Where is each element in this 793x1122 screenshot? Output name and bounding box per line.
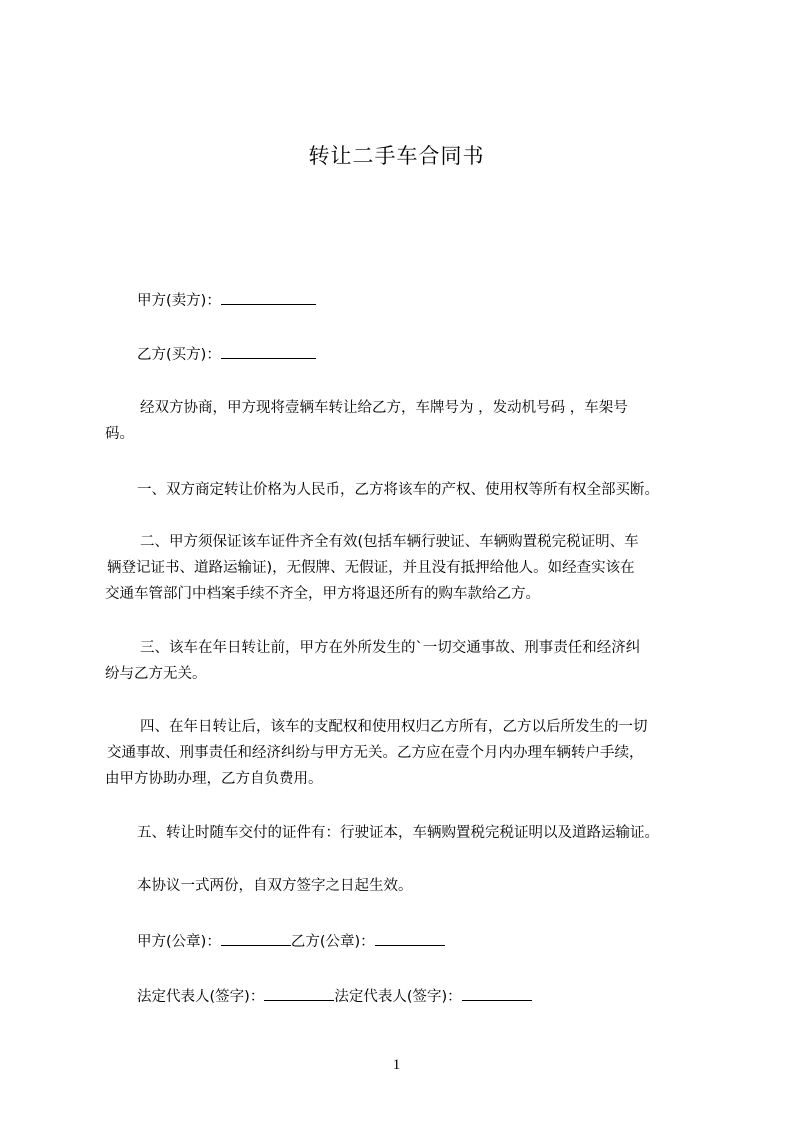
party-b-label: 乙方(买方)：: [137, 347, 221, 363]
party-a-label: 甲方(卖方)：: [137, 293, 221, 309]
party-a-signature-label: 法定代表人(签字)：: [137, 989, 265, 1005]
seal-line: [137, 931, 445, 952]
party-b-seal-label: 乙方(公章)：: [290, 934, 375, 950]
party-a-signature-blank[interactable]: [264, 986, 334, 1001]
clause-2-line-3: 交通车管部门中档案手续不齐全，甲方将退还所有的购车款给乙方。: [105, 586, 540, 602]
effective-clause: 本协议一式两份，自双方签字之日起生效。: [137, 878, 413, 894]
party-b-signature-label: 法定代表人(签字)：: [334, 989, 462, 1005]
party-a-seal-blank[interactable]: [221, 931, 291, 946]
page-number: 1: [392, 1057, 401, 1073]
intro-line-1: 经双方协商，甲方现将壹辆车转让给乙方，车牌号为 ，发动机号码 ，车架号: [140, 400, 628, 416]
party-b-blank[interactable]: [221, 344, 316, 359]
clause-1-line-1: 一、双方商定转让价格为人民币，乙方将该车的产权、使用权等所有权全部买断。: [137, 482, 659, 498]
clause-4-line-3: 由甲方协助办理，乙方自负费用。: [105, 771, 323, 787]
clause-4-line-2: 交通事故、刑事责任和经济纠纷与甲方无关。乙方应在壹个月内办理车辆转户手续，: [107, 745, 644, 761]
clause-3-line-1: 三、该车在年日转让前，甲方在外所发生的`一切交通事故、刑事责任和经济纠: [140, 640, 641, 656]
party-b-signature-blank[interactable]: [462, 986, 532, 1001]
document-title: 转让二手车合同书: [308, 144, 485, 168]
party-a-line: [137, 290, 316, 311]
clause-3-line-2: 纷与乙方无关。: [105, 666, 207, 682]
signature-line: [137, 986, 532, 1007]
party-b-seal-blank[interactable]: [375, 931, 445, 946]
clause-4-line-1: 四、在年日转让后，该车的支配权和使用权归乙方所有，乙方以后所发生的一切: [140, 719, 648, 735]
party-a-seal-label: 甲方(公章)：: [137, 934, 221, 950]
clause-5-line-1: 五、转让时随车交付的证件有：行驶证本，车辆购置税完税证明以及道路运输证。: [137, 825, 659, 841]
party-b-line: [137, 344, 316, 365]
clause-2-line-2: 辆登记证书、道路运输证)，无假牌、无假证，并且没有抵押给他人。如经查实该在: [107, 560, 635, 576]
intro-line-2: 码。: [105, 426, 134, 442]
clause-2-line-1: 二、甲方须保证该车证件齐全有效(包括车辆行驶证、车辆购置税完税证明、车: [140, 534, 639, 550]
party-a-blank[interactable]: [221, 290, 316, 305]
